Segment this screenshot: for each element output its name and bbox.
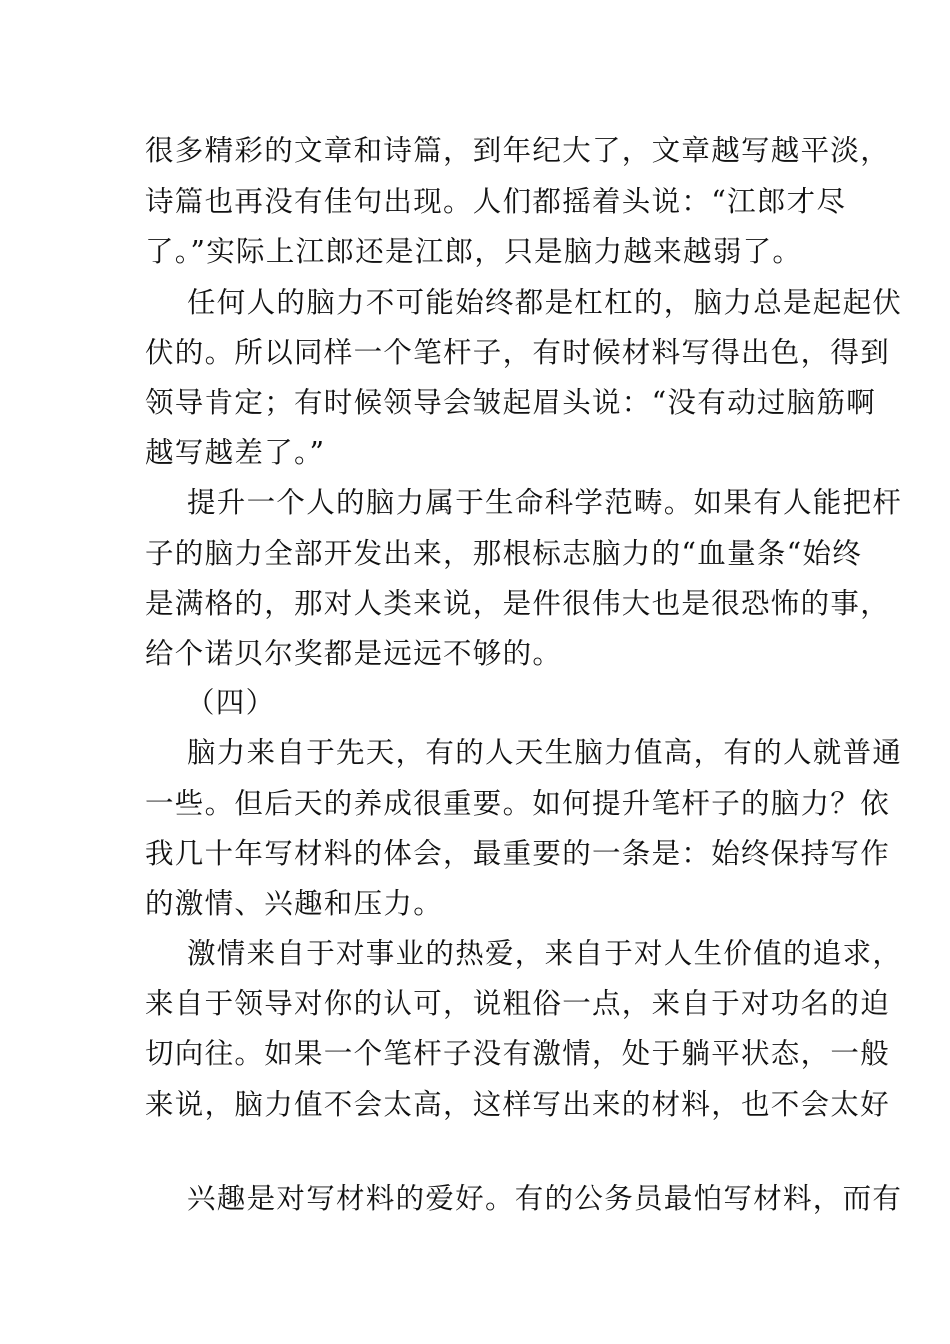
text-line: 越写越差了。” (145, 436, 326, 469)
text-line: 的激情、兴趣和压力。 (145, 887, 444, 920)
text-line: 子的脑力全部开发出来，那根标志脑力的“血量条“始终 (145, 537, 863, 570)
paragraph-first-line: 激情来自于对事业的热爱，来自于对人生价值的追求， (187, 937, 903, 970)
text-line: 切向往。如果一个笔杆子没有激情，处于躺平状态，一般 (145, 1037, 891, 1070)
text-line: 给个诺贝尔奖都是远远不够的。 (145, 637, 563, 670)
text-line: 来说，脑力值不会太高，这样写出来的材料，也不会太好 (145, 1088, 891, 1121)
paragraph-first-line: 脑力来自于先天，有的人天生脑力值高，有的人就普通 (187, 736, 903, 769)
text-line: 领导肯定；有时候领导会皱起眉头说：“没有动过脑筋啊 (145, 386, 877, 419)
paragraph-first-line: 提升一个人的脑力属于生命科学范畴。如果有人能把杆 (187, 486, 903, 519)
text-line: 了。”实际上江郎还是江郎，只是脑力越来越弱了。 (145, 235, 803, 268)
paragraph-first-line: 兴趣是对写材料的爱好。有的公务员最怕写材料，而有 (187, 1182, 903, 1215)
paragraph-first-line: 任何人的脑力不可能始终都是杠杠的，脑力总是起起伏 (187, 286, 903, 319)
text-line: 很多精彩的文章和诗篇，到年纪大了，文章越写越平淡， (145, 134, 891, 167)
text-line: 我几十年写材料的体会，最重要的一条是：始终保持写作 (145, 837, 891, 870)
text-line: 一些。但后天的养成很重要。如何提升笔杆子的脑力？依 (145, 787, 891, 820)
text-line: 诗篇也再没有佳句出现。人们都摇着头说：“江郎才尽 (145, 185, 847, 218)
text-line: 是满格的，那对人类来说，是件很伟大也是很恐怖的事， (145, 587, 891, 620)
text-line: 伏的。所以同样一个笔杆子，有时候材料写得出色，得到 (145, 336, 891, 369)
section-heading: （四） (186, 686, 276, 719)
text-line: 来自于领导对你的认可，说粗俗一点，来自于对功名的迫 (145, 987, 891, 1020)
